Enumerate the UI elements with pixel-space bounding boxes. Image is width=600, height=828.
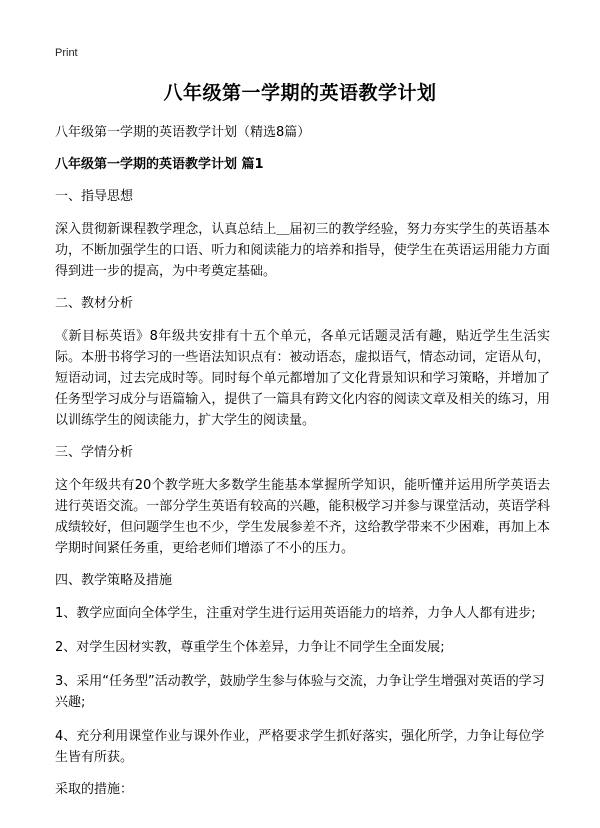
paragraph-student-analysis: 这个年级共有20个教学班大多数学生能基本掌握所学知识，能听懂并运用所学英语去进行英语交流。一部分学生英语有较高的兴趣，能积极学习并参与课堂活动，英语学科成绩较好，但问题学生也不少，学生发展参差不齐，这给教学带来不少困难，再加上本学期时间紧任务重，更给老师们增添了不小的压力。 [55, 478, 550, 556]
heading-guiding-ideology: 一、指导思想 [55, 189, 134, 204]
paragraph-guiding-ideology: 深入贯彻新课程教学理念，认真总结上＿届初三的教学经验，努力夯实学生的英语基本功，不断加强学生的口语、听力和阅读能力的培养和指导，使学生在英语运用能力方面得到进一步的提高，为中考奠定基础。 [55, 222, 550, 279]
strategy-item: 4、充分利用课堂作业与课外作业，严格要求学生抓好落实，强化所学，力争让每位学生皆有所获。 [55, 729, 545, 765]
print-link[interactable]: Print [55, 47, 78, 59]
document-subtitle: 八年级第一学期的英语教学计划（精选8篇） [55, 125, 311, 140]
strategy-item: 1、教学应面向全体学生，注重对学生进行运用英语能力的培养，力争人人都有进步; [55, 606, 536, 621]
heading-student-analysis: 三、学情分析 [55, 445, 134, 460]
document-body [55, 124, 550, 812]
closing-label: 采取的措施： [55, 782, 134, 797]
heading-textbook-analysis: 二、教材分析 [55, 296, 134, 311]
paragraph-textbook-analysis: 《新目标英语》8年级共安排有十五个单元，各单元话题灵活有趣，贴近学生生活实际。本册书将学习的一些语法知识点有：被动语态，虚拟语气，情态动词，定语从句，短语动词，过去完成时等。同时每个单元都增加了文化背景知识和学习策略，并增加了任务型学习成分与语篇输入，提供了一篇具有跨文化内容的阅读文章及相关的练习，用以训练学生的阅读能力，扩大学生的阅读量。 [55, 329, 550, 428]
document-title: 八年级第一学期的英语教学计划 [163, 82, 437, 104]
section-title: 八年级第一学期的英语教学计划 篇1 [55, 157, 264, 172]
heading-teaching-strategies: 四、教学策略及措施 [55, 573, 173, 588]
strategy-item: 3、采用“任务型”活动教学，鼓励学生参与体验与交流，力争让学生增强对英语的学习兴趣; [55, 674, 545, 710]
strategy-item: 2、对学生因材实教，尊重学生个体差异，力争让不同学生全面发展; [55, 640, 445, 655]
